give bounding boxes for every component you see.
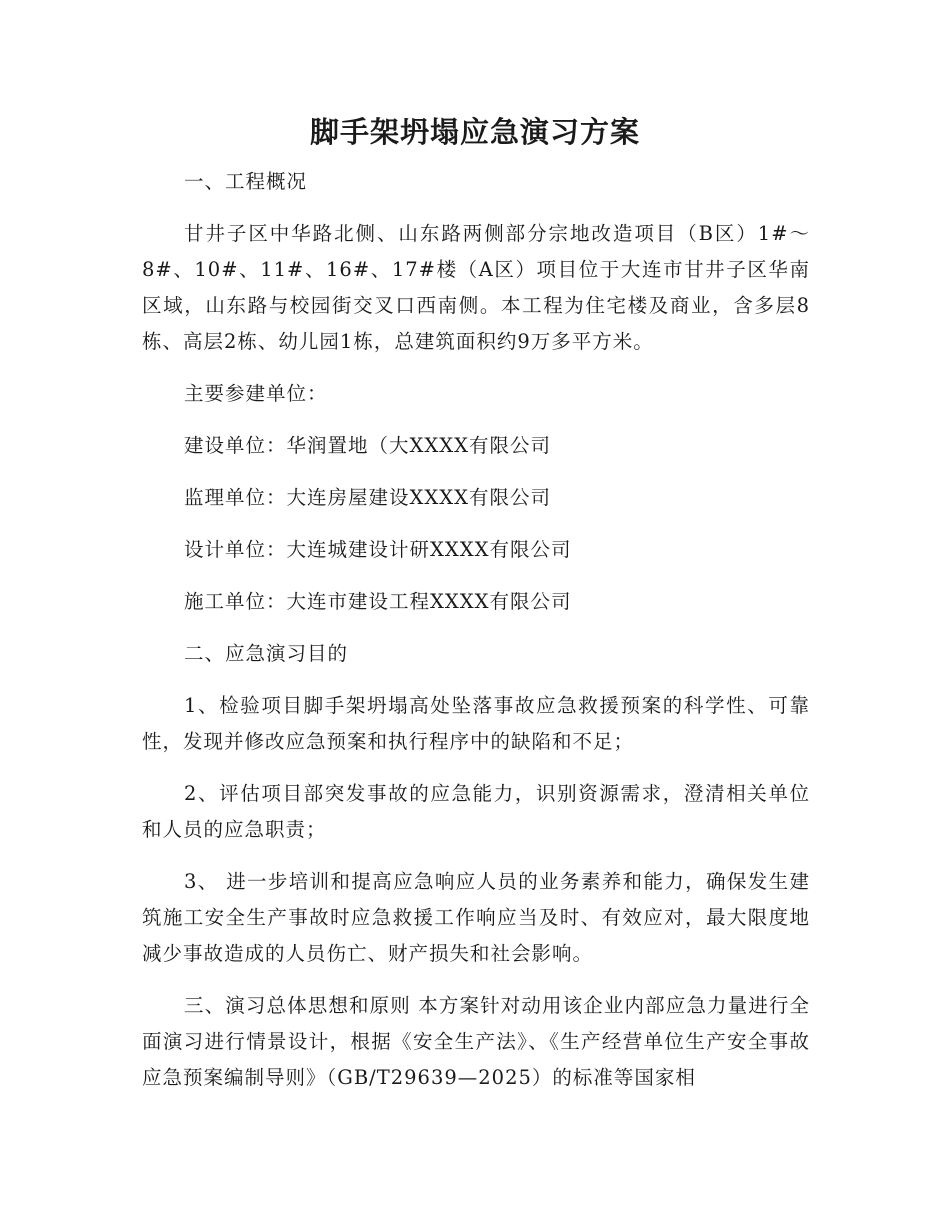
section-heading-purpose: 二、应急演习目的 <box>184 642 349 665</box>
main-units-label: 主要参建单位： <box>184 382 328 405</box>
unit-construction: 建设单位：华润置地（大XXXX有限公司 <box>184 434 552 457</box>
purpose-item-3: 3、 进一步培训和提高应急响应人员的业务素养和能力，确保发生建筑施工安全生产事故时应急救援工作响应当及时、有效应对，最大限度地减少事故造成的人员伤亡、财产损失和社会影响。 <box>142 870 810 965</box>
unit-contractor: 施工单位：大连市建设工程XXXX有限公司 <box>184 590 572 613</box>
section-heading-overview: 一、工程概况 <box>184 170 308 193</box>
document-body <box>142 164 810 1112</box>
section-principles-paragraph: 三、演习总体思想和原则 本方案针对动用该企业内部应急力量进行全面演习进行情景设计，根据《安全生产法》、《生产经营单位生产安全事故应急预案编制导则》（GB/T29639—2025）的标准等国家相 <box>142 994 810 1089</box>
overview-paragraph: 甘井子区中华路北侧、山东路两侧部分宗地改造项目（B区）1#～8#、10#、11#、16#、17#楼（A区）项目位于大连市甘井子区华南区域，山东路与校园街交叉口西南侧。本工程为住宅楼及商业，含多层8栋、高层2栋、幼儿园1栋，总建筑面积约9万多平方米。 <box>142 222 810 353</box>
document-title: 脚手架坍塌应急演习方案 <box>309 115 640 149</box>
unit-supervision: 监理单位：大连房屋建设XXXX有限公司 <box>184 486 552 509</box>
purpose-item-1: 1、检验项目脚手架坍塌高处坠落事故应急救援预案的科学性、可靠性，发现并修改应急预案和执行程序中的缺陷和不足； <box>142 694 810 753</box>
purpose-item-2: 2、评估项目部突发事故的应急能力，识别资源需求，澄清相关单位和人员的应急职责； <box>142 782 810 841</box>
unit-design: 设计单位：大连城建设计研XXXX有限公司 <box>184 538 572 561</box>
